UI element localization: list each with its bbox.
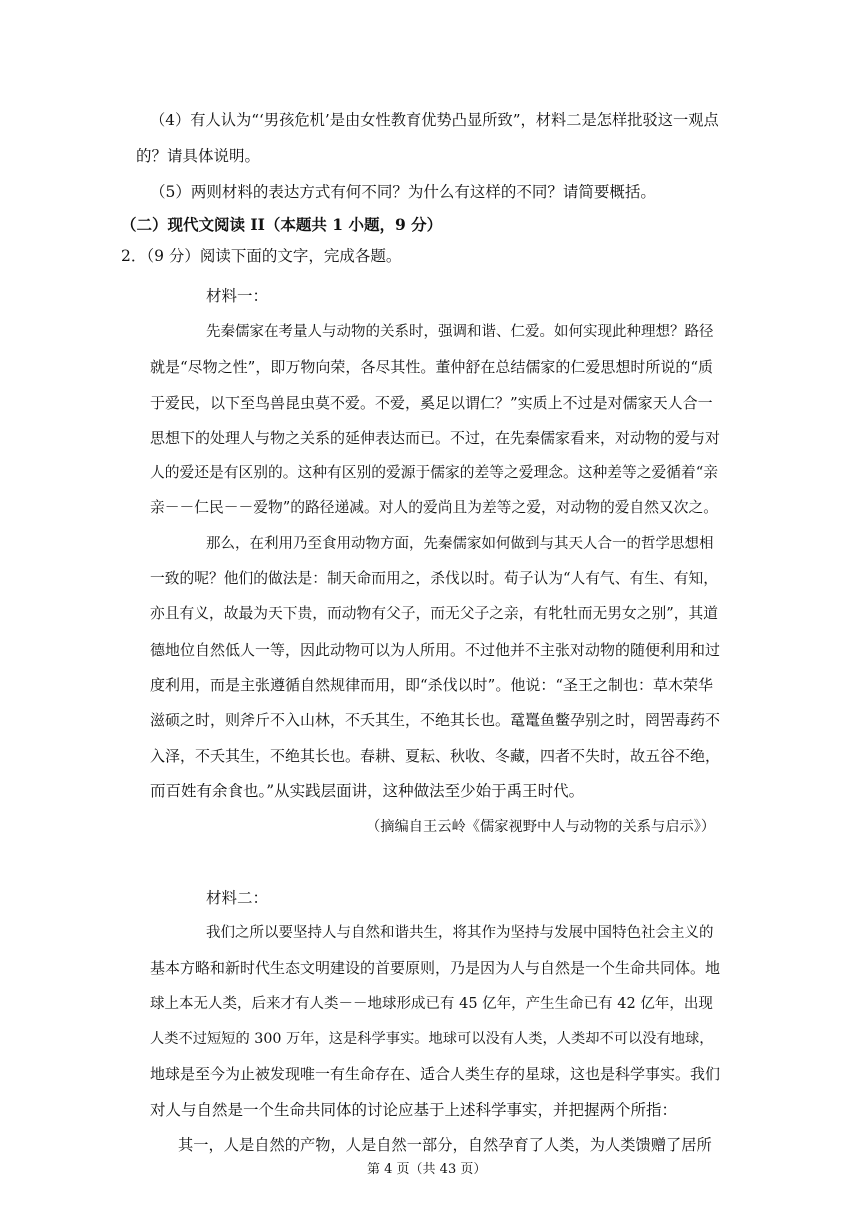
material-1-line: 那么，在利用乃至食用动物方面，先秦儒家如何做到与其天人合一的哲学思想相 <box>206 536 714 552</box>
material-2-line: 人类不过短短的 300 万年，这是科学事实。地球可以没有人类，人类却不可以没有地球， <box>150 1031 714 1047</box>
question-4-line-1: （4）有人认为“‘男孩危机’是由女性教育优势凸显所致”，材料二是怎样批驳这一观点 <box>150 111 719 129</box>
material-1-line: 人的爱还是有区别的。这种有区别的爱源于儒家的差等之爱理念。这种差等之爱循着“亲 <box>150 464 719 481</box>
material-1-line: 就是“尽物之性”，即万物向荣，各尽其性。董仲舒在总结儒家的仁爱思想时所说的“质 <box>150 358 714 376</box>
material-2-line: 我们之所以要坚持人与自然和谐共生，将其作为坚持与发展中国特色社会主义的 <box>206 925 714 941</box>
page-footer: 第 4 页（共 43 页） <box>367 1162 487 1177</box>
question-2-intro: 2．（9 分）阅读下面的文字，完成各题。 <box>121 247 402 265</box>
material-1-line: 先秦儒家在考量人与动物的关系时，强调和谐、仁爱。如何实现此种理想？路径 <box>206 324 714 340</box>
material-1-title: 材料一： <box>206 287 269 305</box>
material-2-line: 对人与自然是一个生命共同体的讨论应基于上述科学事实，并把握两个所指： <box>150 1101 678 1119</box>
material-1-line: 一致的呢？他们的做法是：制天命而用之，杀伐以时。荀子认为“人有气、有生、有知， <box>150 570 719 587</box>
material-1-line: 度利用，而是主张遵循自然规律而用，即“杀伐以时”。他说：“圣王之制也：草木荣华 <box>150 676 714 694</box>
material-1-line: 亲－－仁民－－爱物”的路径递减。对人的爱尚且为差等之爱，对动物的爱自然又次之。 <box>150 499 719 516</box>
material-1-line: 德地位自然低人一等，因此动物可以为人所用。不过他并不主张对动物的随便利用和过 <box>150 641 721 659</box>
material-2-title: 材料二： <box>206 889 269 907</box>
section-heading: （二）现代文阅读 II（本题共 1 小题，9 分） <box>121 215 443 234</box>
material-1-line: 于爱民，以下至鸟兽昆虫莫不爱。不爱，奚足以谓仁？”实质上不过是对儒家天人合一 <box>150 394 713 412</box>
material-2-line: 球上本无人类，后来才有人类－－地球形成已有 45 亿年，产生生命已有 42 亿年，出现 <box>150 996 713 1012</box>
material-1-line: 滋硕之时，则斧斤不入山林，不夭其生，不绝其长也。鼋鼍鱼鳖孕别之时，罔罟毒药不 <box>150 711 721 729</box>
question-5: （5）两则材料的表达方式有何不同？为什么有这样的不同？请简要概括。 <box>150 183 656 201</box>
material-1-line: 亦且有义，故最为天下贵，而动物有父子，而无父子之亲，有牝牡而无男女之别”，其道 <box>150 605 719 622</box>
material-2-line: 其一，人是自然的产物，人是自然一部分，自然孕育了人类，为人类馈赠了居所 <box>178 1136 712 1154</box>
question-4-line-2: 的？请具体说明。 <box>136 147 261 165</box>
material-1-line: 入泽，不夭其生，不绝其长也。春耕、夏耘、秋收、冬藏，四者不失时，故五谷不绝， <box>150 747 721 765</box>
material-2-line: 基本方略和新时代生态文明建设的首要原则，乃是因为人与自然是一个生命共同体。地 <box>150 959 721 977</box>
material-2-line: 地球是至今为止被发现唯一有生命存在、适合人类生存的星球，这也是科学事实。我们 <box>150 1065 721 1083</box>
material-1-source: （摘编自王云岭《儒家视野中人与动物的关系与启示》） <box>366 819 716 835</box>
material-1-line: 思想下的处理人与物之关系的延伸表达而已。不过，在先秦儒家看来，对动物的爱与对 <box>150 429 721 447</box>
material-1-line: 而百姓有余食也。”从实践层面讲，这种做法至少始于禹王时代。 <box>150 782 585 800</box>
